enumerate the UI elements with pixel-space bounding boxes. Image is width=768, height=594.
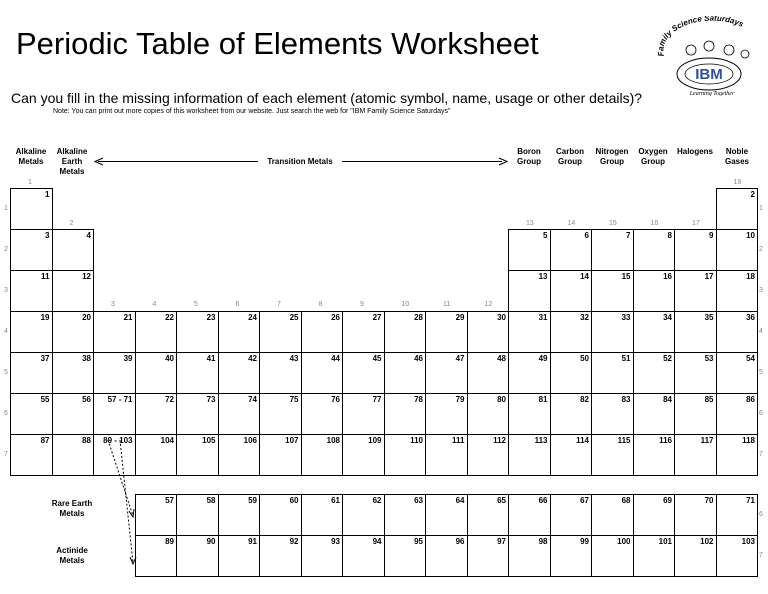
atomic-number: 112 (493, 436, 506, 445)
period-number-right: 5 (759, 369, 763, 376)
label-actinide-metals: Actinide Metals (56, 546, 88, 565)
atomic-number: 77 (372, 395, 382, 404)
atomic-number: 28 (414, 313, 423, 322)
atomic-number: 91 (248, 537, 257, 546)
atomic-number: 25 (289, 313, 299, 322)
atomic-number: 117 (700, 436, 714, 445)
group-number: 13 (526, 220, 534, 227)
atomic-number: 26 (331, 313, 340, 322)
atomic-number: 89 (165, 537, 174, 546)
atomic-number: 52 (663, 354, 672, 363)
header-carbon-group: Carbon Group (556, 147, 584, 166)
atomic-number: 39 (123, 354, 133, 363)
atomic-number: 49 (538, 354, 548, 363)
atomic-number: 116 (659, 436, 672, 445)
atomic-number: 34 (663, 313, 672, 322)
header-alkaline-metals: Alkaline Metals (15, 147, 47, 166)
atomic-number: 18 (746, 272, 755, 281)
instructions-note: Note: You can print out more copies of this worksheet from our website. Just search the web for "IBM Family Science Saturdays" (53, 108, 451, 115)
atomic-number: 47 (455, 354, 465, 363)
atomic-number: 93 (331, 537, 340, 546)
atomic-number: 106 (243, 436, 257, 445)
atomic-number: 36 (746, 313, 755, 322)
atomic-number: 72 (165, 395, 174, 404)
atomic-number: 81 (538, 395, 548, 404)
atomic-number: 87 (40, 436, 50, 445)
atomic-number: 12 (82, 272, 91, 281)
group-number: 9 (360, 301, 364, 308)
atomic-number: 63 (414, 496, 423, 505)
atomic-number: 74 (248, 395, 257, 404)
atomic-number: 33 (621, 313, 631, 322)
atomic-number: 109 (368, 436, 382, 445)
atomic-number: 43 (289, 354, 299, 363)
atomic-number: 80 (497, 395, 506, 404)
atomic-number: 11 (41, 272, 50, 281)
group-number: 1 (28, 179, 32, 186)
atomic-number: 2 (750, 190, 755, 199)
atomic-number: 13 (538, 272, 548, 281)
atomic-number: 50 (580, 354, 589, 363)
atomic-number: 61 (331, 496, 340, 505)
atomic-number: 86 (746, 395, 755, 404)
atomic-number: 59 (248, 496, 257, 505)
atomic-number: 27 (372, 313, 382, 322)
group-number: 11 (443, 301, 451, 308)
atomic-number: 113 (534, 436, 548, 445)
atomic-number: 83 (621, 395, 631, 404)
period-number-left: 5 (4, 369, 8, 376)
atomic-number: 114 (576, 436, 589, 445)
atomic-number: 20 (82, 313, 91, 322)
atomic-number: 40 (165, 354, 174, 363)
atomic-number: 107 (285, 436, 299, 445)
atomic-number: 102 (700, 537, 714, 546)
atomic-number: 45 (372, 354, 382, 363)
atomic-number: 4 (86, 231, 91, 240)
group-number: 12 (484, 301, 493, 308)
atomic-number: 9 (709, 231, 714, 240)
atomic-number: 92 (289, 537, 299, 546)
atomic-number: 3 (45, 231, 50, 240)
period-number-left: 4 (4, 328, 8, 335)
atomic-number: 68 (621, 496, 631, 505)
lower-period-number: 7 (759, 552, 763, 559)
atomic-number: 58 (206, 496, 216, 505)
atomic-number: 41 (206, 354, 216, 363)
atomic-number: 65 (497, 496, 506, 505)
atomic-number: 48 (497, 354, 506, 363)
atomic-number: 32 (580, 313, 589, 322)
atomic-number: 21 (123, 313, 133, 322)
period-number-right: 1 (759, 205, 763, 212)
atomic-number: 14 (580, 272, 589, 281)
period-number-left: 6 (4, 410, 8, 417)
atomic-number: 44 (331, 354, 340, 363)
header-transition-metals: Transition Metals (267, 157, 333, 166)
period-number-left: 1 (4, 205, 8, 212)
atomic-number: 8 (667, 231, 672, 240)
atomic-number: 96 (455, 537, 465, 546)
group-number: 2 (69, 220, 74, 227)
atomic-number: 57 (165, 496, 174, 505)
atomic-number: 35 (704, 313, 714, 322)
atomic-number: 94 (372, 537, 382, 546)
period-number-right: 6 (759, 410, 763, 417)
period-number-right: 4 (759, 328, 763, 335)
header-nitrogen-group: Nitrogen Group (595, 147, 629, 166)
group-number: 5 (194, 301, 198, 308)
atomic-number: 76 (331, 395, 340, 404)
page-title: Periodic Table of Elements Worksheet (16, 26, 539, 61)
atomic-number: 31 (538, 313, 548, 322)
atomic-number: 85 (704, 395, 714, 404)
atomic-number: 42 (248, 354, 257, 363)
lower-period-number: 6 (759, 511, 763, 518)
atomic-number: 115 (617, 436, 631, 445)
group-number: 14 (567, 220, 576, 227)
atomic-number: 7 (626, 231, 631, 240)
atomic-number: 99 (580, 537, 589, 546)
group-number: 7 (277, 301, 281, 308)
atomic-number: 79 (455, 395, 465, 404)
atomic-number: 105 (202, 436, 216, 445)
label-rare-earth-metals: Rare Earth Metals (51, 499, 93, 518)
atomic-number: 64 (455, 496, 465, 505)
atomic-number: 10 (746, 231, 755, 240)
atomic-number: 57 - 71 (107, 395, 133, 404)
atomic-number: 100 (617, 537, 631, 546)
period-number-left: 7 (4, 451, 8, 458)
instructions-question: Can you fill in the missing information of each element (atomic symbol, name, usage or other details)? (11, 90, 643, 106)
atomic-number: 1 (45, 190, 50, 199)
atomic-number: 51 (621, 354, 631, 363)
atomic-number: 90 (206, 537, 216, 546)
atomic-number: 6 (584, 231, 589, 240)
group-number: 15 (609, 220, 617, 227)
atomic-number: 55 (40, 395, 50, 404)
atomic-number: 98 (538, 537, 548, 546)
group-number: 8 (318, 301, 323, 308)
atomic-number: 118 (742, 436, 755, 445)
group-number: 10 (401, 301, 410, 308)
atomic-number: 23 (206, 313, 216, 322)
atomic-number: 103 (741, 537, 755, 546)
header-halogens: Halogens (676, 147, 713, 156)
atomic-number: 16 (663, 272, 672, 281)
atomic-number: 5 (543, 231, 548, 240)
period-number-right: 3 (759, 287, 763, 294)
atomic-number: 46 (414, 354, 423, 363)
atomic-number: 111 (452, 436, 465, 445)
logo-bottom-text: Learning Together (689, 91, 735, 96)
atomic-number: 78 (414, 395, 423, 404)
atomic-number: 70 (704, 496, 714, 505)
atomic-number: 66 (538, 496, 548, 505)
atomic-number: 82 (580, 395, 589, 404)
atomic-number: 84 (663, 395, 672, 404)
atomic-number: 15 (621, 272, 631, 281)
header-boron-group: Boron Group (517, 147, 541, 166)
atomic-number: 38 (82, 354, 91, 363)
period-number-left: 3 (4, 287, 8, 294)
period-number-left: 2 (4, 246, 8, 253)
group-number: 3 (111, 301, 115, 308)
group-number: 17 (692, 220, 700, 227)
atomic-number: 89 - 103 (103, 436, 133, 445)
atomic-number: 19 (40, 313, 50, 322)
group-number: 16 (650, 220, 659, 227)
atomic-number: 88 (82, 436, 91, 445)
atomic-number: 104 (160, 436, 174, 445)
atomic-number: 30 (497, 313, 506, 322)
period-number-right: 7 (759, 451, 763, 458)
atomic-number: 22 (165, 313, 174, 322)
atomic-number: 53 (704, 354, 714, 363)
atomic-number: 97 (497, 537, 506, 546)
atomic-number: 95 (414, 537, 423, 546)
atomic-number: 56 (82, 395, 91, 404)
atomic-number: 17 (704, 272, 714, 281)
atomic-number: 71 (746, 496, 755, 505)
atomic-number: 67 (580, 496, 589, 505)
atomic-number: 101 (658, 537, 672, 546)
logo-top-text: Family Science Saturdays (656, 16, 745, 58)
group-number: 6 (235, 301, 240, 308)
atomic-number: 54 (746, 354, 755, 363)
header-noble-gases: Noble Gases (724, 147, 750, 166)
atomic-number: 62 (372, 496, 382, 505)
atomic-number: 110 (410, 436, 423, 445)
atomic-number: 37 (40, 354, 50, 363)
header-oxygen-group: Oxygen Group (638, 147, 668, 166)
period-number-right: 2 (759, 246, 763, 253)
atomic-number: 69 (663, 496, 672, 505)
logo-brand-text: IBM (695, 66, 723, 83)
atomic-number: 60 (289, 496, 299, 505)
atomic-number: 29 (455, 313, 465, 322)
atomic-number: 73 (206, 395, 216, 404)
group-number: 4 (152, 301, 157, 308)
atomic-number: 108 (326, 436, 340, 445)
group-number: 18 (733, 179, 742, 186)
atomic-number: 24 (248, 313, 257, 322)
header-alkaline-earth-metals: Alkaline Earth Metals (56, 147, 88, 176)
atomic-number: 75 (289, 395, 299, 404)
